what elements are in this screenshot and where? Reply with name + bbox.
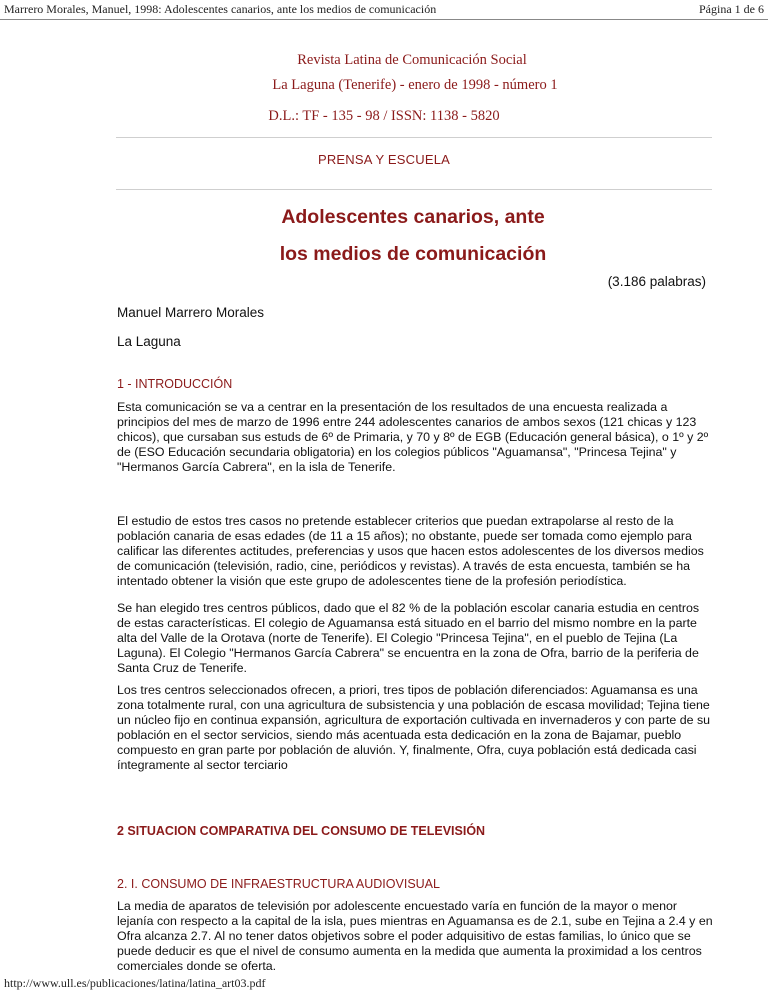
divider [116, 189, 712, 190]
header-citation: Marrero Morales, Manuel, 1998: Adolescentes canarios, ante los medios de comunicación [4, 2, 437, 16]
header-rule [0, 19, 768, 20]
author-name: Manuel Marrero Morales [117, 305, 265, 320]
journal-name: Revista Latina de Comunicación Social [297, 52, 527, 68]
section-heading-tv-consumption: 2 SITUACION COMPARATIVA DEL CONSUMO DE TELEVISIÓN [117, 824, 486, 838]
divider [116, 137, 712, 138]
source-url: http://www.ull.es/publicaciones/latina/latina_art03.pdf [4, 976, 266, 990]
legal-info: D.L.: TF - 135 - 98 / ISSN: 1138 - 5820 [268, 108, 500, 124]
paragraph-1: Esta comunicación se va a centrar en la presentación de los resultados de una encuesta realizada a principios del mes de marzo de 1996 entre 244 adolescentes canarios de ambos sexos (121 chicas y 123 chicos), que cursaban sus estuds de 6º de Primaria, y 70 y 8º de EGB (Educación general básica), o 1º y 2º de (ESO Educación secundaria obligatoria) en los colegios públicos "Aguamansa", "Princesa Tejina" y "Hermanos García Cabrera", en la isla de Tenerife. [117, 400, 709, 474]
paragraph-3: Se han elegido tres centros públicos, dado que el 82 % de la población escolar canaria estudia en centros de estas características. El colegio de Aguamansa está situado en el barrio del mismo nombre en la parte alta del Valle de la Orotava (norte de Tenerife). El Colegio "Princesa Tejina", en el pueblo de Tejina (La Laguna). El Colegio "Hermanos García Cabrera" se encuentra en la zona de Ofra, barrio de la periferia de Santa Cruz de Tenerife. [117, 601, 700, 675]
paragraph-2: El estudio de estos tres casos no pretende establecer criterios que puedan extrapolarse al resto de la población canaria de esas edades (de 11 a 15 años); no obstante, puede ser tomada como ejemplo para calificar las diferentes actitudes, preferencias y usos que hacen estos adolescentes de los diversos medios de comunicación (televisión, radio, cine, periódicos y revistas). A través de esta encuesta, también se ha intentado obtener la visión que este grupo de adolescentes tiene de la profesión periodística. [117, 514, 704, 588]
subsection-heading-infrastructure: 2. I. CONSUMO DE INFRAESTRUCTURA AUDIOVISUAL [117, 877, 440, 891]
section-label: PRENSA Y ESCUELA [317, 152, 451, 167]
issue-info: La Laguna (Tenerife) - enero de 1998 - número 1 [272, 77, 558, 93]
page-number: Página 1 de 6 [699, 2, 764, 16]
paragraph-4: Los tres centros seleccionados ofrecen, a priori, tres tipos de población diferenciados: Aguamansa es una zona totalmente rural, con una agricultura de subsistencia y una población de escasa movilidad; Tejina tiene un núcleo fijo en continua expansión, agricultura de exportación cultivada en invernaderos y con parte de su población en el sector servicios, siendo más acentuada esta dedicación en la zona de Bajamar, pueblo compuesto en gran parte por población de aluvión. Y, finalmente, Ofra, cuya población está dedicada casi íntegramente al sector terciario [117, 683, 711, 772]
section-heading-introduction: 1 - INTRODUCCIÓN [117, 377, 233, 391]
paragraph-5: La media de aparatos de televisión por adolescente encuestado varía en función de la mayor o menor lejanía con respecto a la capital de la isla, pues mientras en Aguamansa es de 2.1, sube en Tejina a 2.4 y en Ofra alcanza 2.7. Al no tener datos objetivos sobre el poder adquisitivo de estas familias, lo único que se puede deducir es que el nivel de consumo aumenta en la medida que aumenta la proximidad a los centros comerciales donde se oferta. [117, 899, 713, 973]
article-title-line-2: los medios de comunicación [279, 243, 547, 265]
article-title-line-1: Adolescentes canarios, ante [281, 206, 545, 228]
author-location: La Laguna [117, 334, 181, 349]
word-count: (3.186 palabras) [607, 274, 706, 289]
page-header [0, 0, 768, 22]
